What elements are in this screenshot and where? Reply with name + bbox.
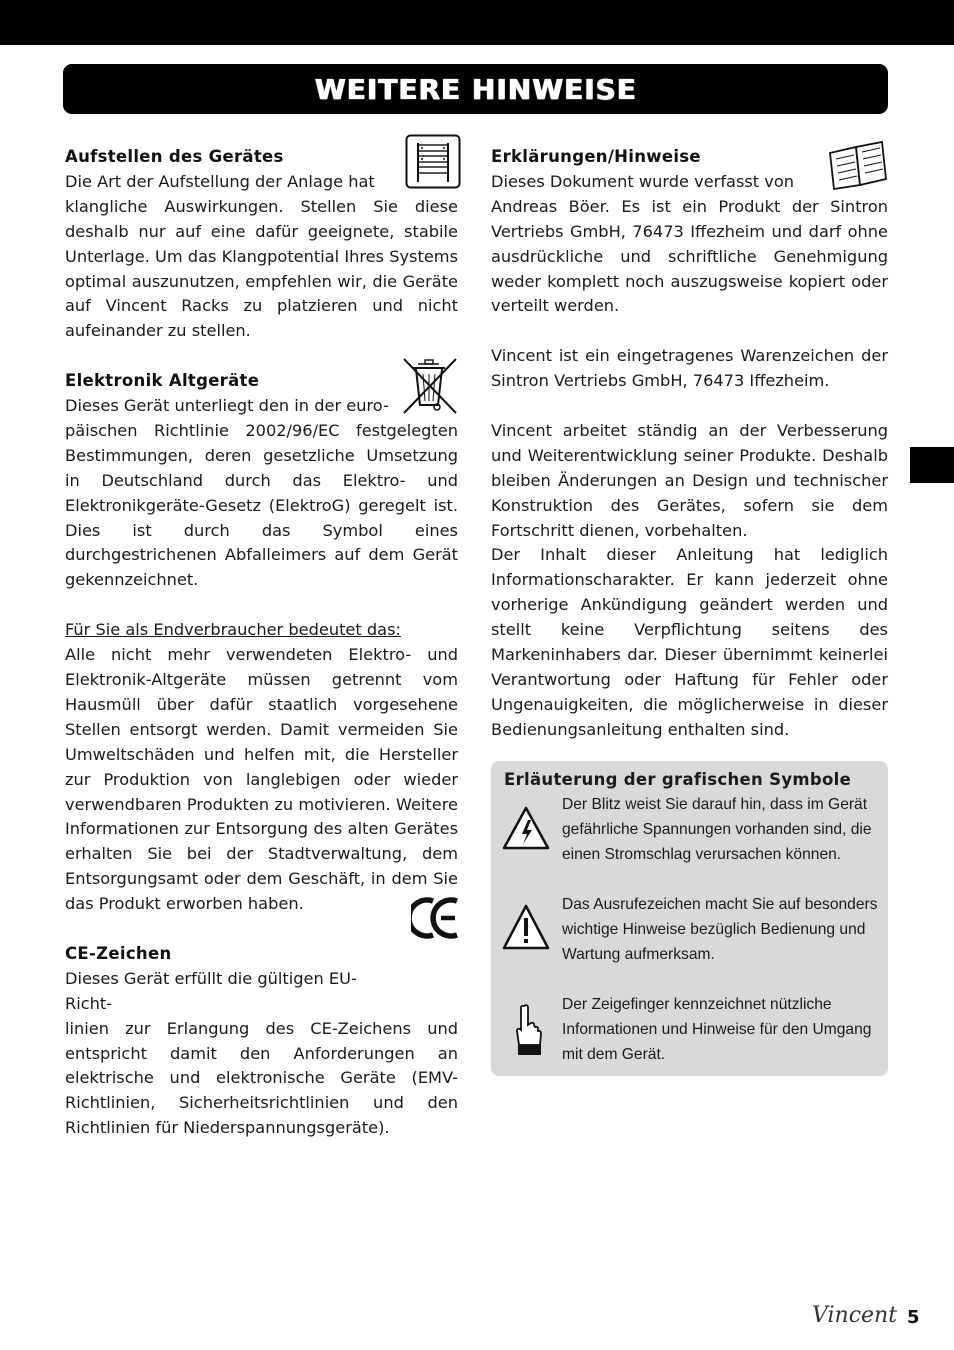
top-bar	[0, 0, 954, 45]
ce-mark-icon	[411, 893, 463, 943]
symbol-text-exclamation: Das Ausrufezeichen macht Sie auf besonders wichtige Hinweise bezüglich Bedienung und Wartung aufmerksam.	[562, 896, 878, 963]
disclaimer-text: Der Inhalt dieser Anleitung hat lediglich Informationscharakter. Er kann jederzeit ohne vorherige Ankündigung geändert werden und stellt keine Verpflichtung seitens des Markeninhabers dar. Dieser übernimmt keinerlei Verantwortung oder Haftung für Fehler oder Ungenauigkeiten, die möglicherweise in dieser Bedienungsanleitung enthalten sind.	[491, 545, 888, 739]
crossed-bin-icon	[401, 357, 459, 415]
chapter-tab-marker	[910, 447, 954, 483]
erklaerungen-text: Andreas Böer. Es ist ein Produkt der Sintron Vertriebs GmbH, 76473 Iffezheim und darf ohne ausdrückliche und schriftliche Genehmigung weder komplett noch auszugsweise kopiert oder verteilt werden.	[491, 196, 888, 316]
exclamation-warning-icon	[501, 903, 551, 951]
symbols-box	[491, 761, 888, 1076]
endverbraucher-text: Alle nicht mehr verwendeten Elektro- und Elektronik-Altgeräte müssen getrennt vom Hausmüll über dafür staatlich vorgesehene Stellen entsorgt werden. Damit vermeiden Sie Umweltschäden und helfen mit, die Hersteller zur Produktion von langlebigen oder wieder verwendbaren Produkten zu motivieren. Weitere Informationen zur Entsorgung des alten Gerätes erhalten Sie bei der Stadtverwaltung, dem Entsorgungsamt oder dem Geschäft, in dem Sie das Produkt erworben haben.	[65, 645, 458, 914]
symbol-text-finger: Der Zeigefinger kennzeichnet nützliche Informationen und Hinweise für den Umgang mit dem Gerät.	[562, 996, 872, 1063]
ce-text: linien zur Erlangung des CE-Zeichens und entspricht damit den Anforderungen an elektrische und elektronische Geräte (EMV-Richtlinien, Sicherheitsrichtlinien und den Richtlinien für Niederspannungsgeräte).	[65, 1018, 458, 1138]
right-column	[491, 145, 888, 743]
altgeraete-first-line: Dieses Gerät unterliegt den in der euro-	[65, 396, 389, 416]
ce-first-line: Dieses Gerät erfüllt die gültigen EU-Richt-	[65, 968, 357, 1013]
symbols-heading: Erläuterung der grafischen Symbole	[504, 770, 852, 789]
endverbraucher-subheading: Für Sie als Endverbraucher bedeutet das:	[65, 620, 401, 640]
aufstellen-first-line: Die Art der Aufstellung der Anlage hat	[65, 171, 375, 191]
aufstellen-text: klangliche Auswirkungen. Stellen Sie diese deshalb nur auf eine dafür geeignete, stabile Unterlage. Um das Klangpotential Ihres Systems optimal auszunutzen, empfehlen wir, die Geräte auf Vincent Racks zu platzieren und nicht aufeinander zu stellen.	[65, 196, 458, 341]
section-heading-aufstellen: Aufstellen des Gerätes	[65, 147, 284, 166]
section-heading-ce: CE-Zeichen	[65, 943, 172, 963]
trademark-text: Vincent ist ein eingetragenes Warenzeichen der Sintron Vertriebs GmbH, 76473 Iffezheim.	[491, 346, 888, 391]
erklaerungen-first-line: Dieses Dokument wurde verfasst von	[491, 171, 795, 191]
open-book-icon	[826, 139, 888, 191]
section-heading-erklaerungen: Erklärungen/Hinweise	[491, 147, 701, 166]
section-heading-altgeraete: Elektronik Altgeräte	[65, 371, 260, 391]
lightning-warning-icon	[501, 805, 551, 851]
page-title: WEITERE HINWEISE	[314, 72, 637, 106]
title-banner	[63, 64, 888, 114]
altgeraete-text: päischen Richtlinie 2002/96/EC festgelegten Bestimmungen, deren gesetzliche Umsetzung in Deutschland durch das Elektro- und Elektronikgeräte-Gesetz (ElektroG) geregelt ist. Dies ist durch das Symbol eines durchgestrichenen Abfalleimers auf dem Gerät gekennzeichnet.	[65, 420, 458, 590]
pointing-finger-icon	[513, 1003, 543, 1057]
improvement-text: Vincent arbeitet ständig an der Verbesserung und Weiterentwicklung seiner Produkte. Deshalb bleiben Änderungen an Design und technischer Konstruktion des Gerätes, sofern sie dem Fortschritt dienen, vorbehalten.	[491, 420, 888, 540]
page-number: 5	[907, 1307, 920, 1328]
brand-logo: Vincent	[812, 1303, 898, 1328]
symbol-text-lightning: Der Blitz weist Sie darauf hin, dass im Gerät gefährliche Spannungen vorhanden sind, die einen Stromschlag verursachen können.	[562, 796, 872, 863]
rack-icon	[405, 134, 461, 189]
left-column	[65, 145, 458, 1141]
